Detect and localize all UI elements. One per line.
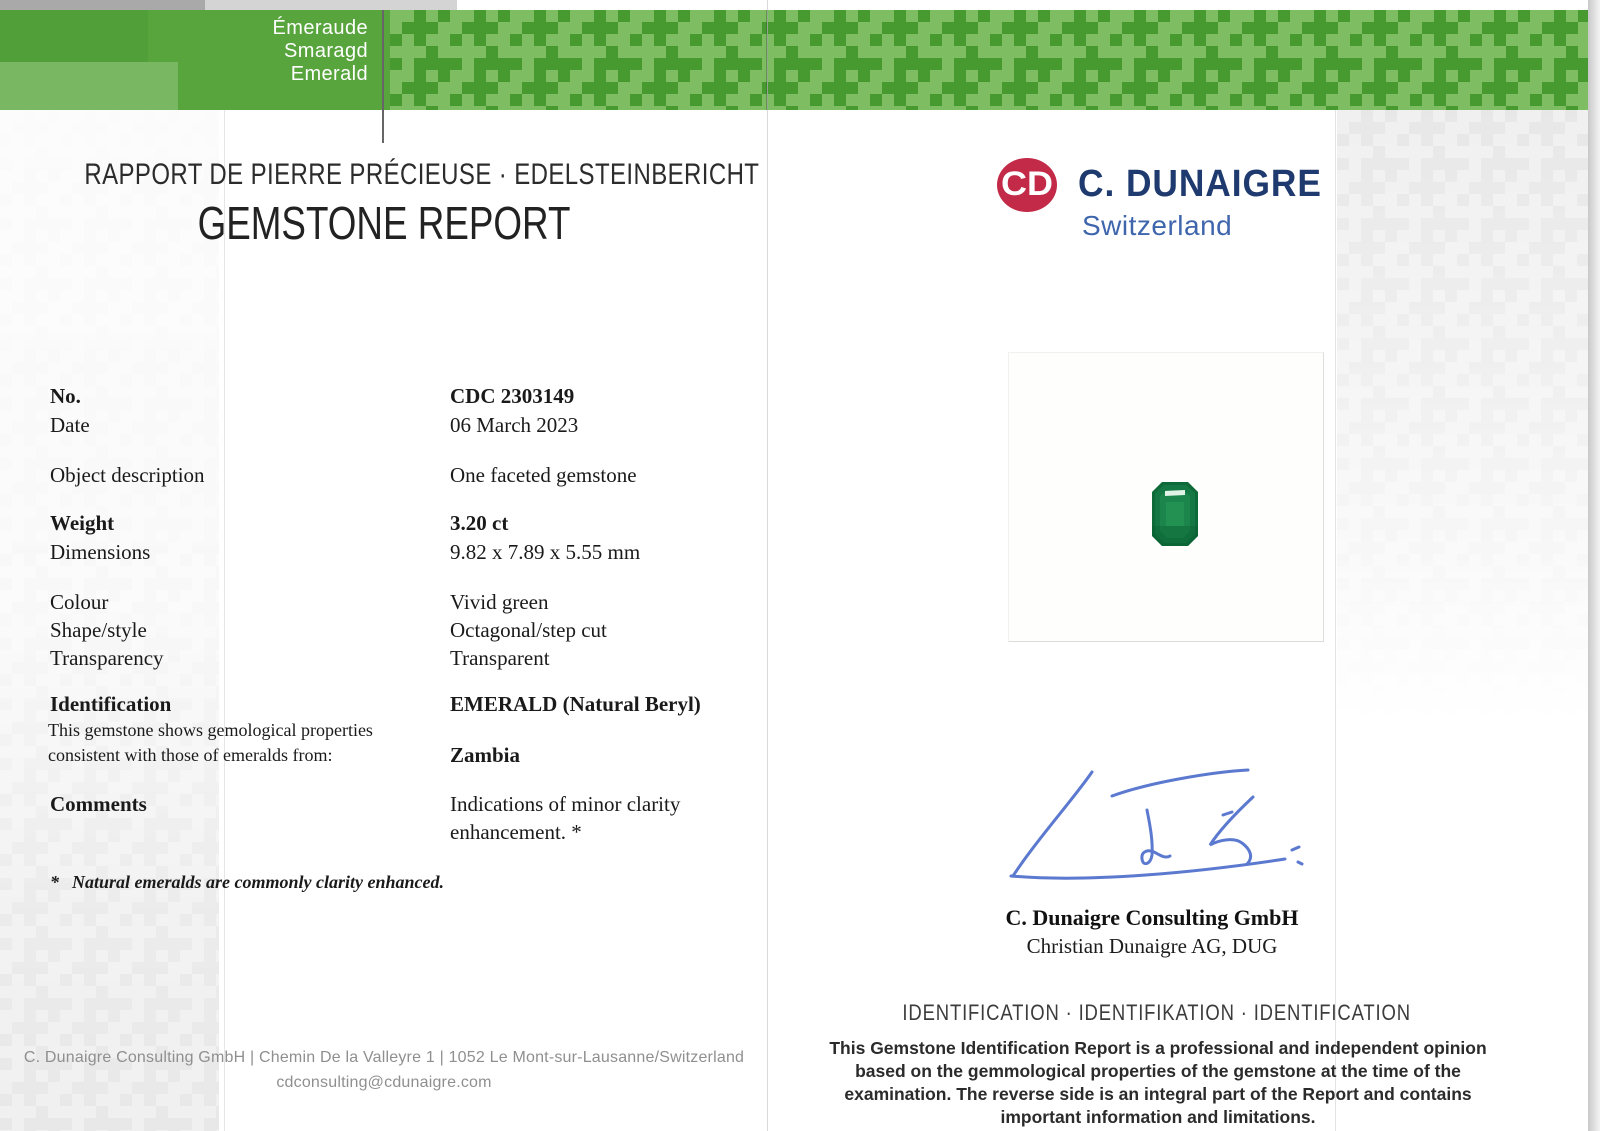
signature-stroke-t [1142,810,1170,864]
language-label-fr: Émeraude [272,17,368,39]
field-value-comments-line2: enhancement. * [450,820,582,844]
signature-dash [1223,812,1232,815]
gem-highlight [1165,490,1185,496]
field-label-transparency: Transparency [50,646,164,670]
field-row-no [0,384,768,414]
origin-value: Zambia [450,743,521,767]
signature-stroke-top [1112,770,1248,796]
language-label-de: Smaragd [284,40,368,62]
field-row-weight [0,511,768,541]
footnote-text: Natural emeralds are commonly clarity enhanced. [72,872,444,892]
field-row-object [0,463,768,493]
footnote-marker: * [50,872,59,892]
field-label-object: Object description [50,463,205,487]
field-value-weight: 3.20 ct [450,511,509,535]
signature-dot [1298,862,1302,864]
gem-table [1166,502,1184,526]
footer-address: C. Dunaigre Consulting GmbH | Chemin De la Valleyre 1 | 1052 Le Mont-sur-Lausanne/Switzerland [23,1049,745,1066]
signature-stroke-k [1210,797,1253,864]
banner-language-labels [150,17,368,86]
svg-text:CD: CD [1000,164,1054,203]
field-label-no: No. [50,384,81,408]
watermark-checker-right [1337,110,1588,810]
language-label-en: Emerald [290,63,368,85]
signatory-company: C. Dunaigre Consulting GmbH [1005,905,1299,930]
report-title-english: GEMSTONE REPORT [197,197,571,249]
identification-strip: IDENTIFICATION · IDENTIFIKATION · IDENTIFICATION [902,1000,1412,1025]
field-row-identification [0,692,768,722]
disclaimer-text: This Gemstone Identification Report is a professional and independent opinion based on the gemmological properties of the gemstone at the time of the examination. The reverse side is an integral part of the Report and contains important information and limitations. [829,1038,1487,1127]
footer-email: cdconsulting@cdunaigre.com [276,1074,492,1091]
identification-note-line2: consistent with those of emeralds from: [48,745,333,765]
field-row-colour [0,590,768,620]
report-title-block [0,158,768,250]
banner-divider-rule [382,10,384,143]
field-row-comments [0,792,768,822]
scan-edge-strip-dark [0,0,205,10]
field-label-date: Date [50,413,90,437]
field-value-object: One faceted gemstone [450,463,637,487]
green-banner-dark-block [0,10,148,62]
signature-tick [1292,847,1299,850]
field-label-dimensions: Dimensions [50,540,151,564]
signature-stroke-c [1013,772,1092,876]
field-value-comments-line1: Indications of minor clarity [450,792,681,816]
field-label-colour: Colour [50,590,109,614]
field-row-date [0,413,768,443]
fold-line-center-band-shadow [766,10,768,110]
identification-note-line1: This gemstone shows gemological properties [48,720,373,740]
report-title-multilingual: RAPPORT DE PIERRE PRÉCIEUSE · EDELSTEINBERICHT [84,158,760,191]
field-row-transparency [0,646,768,676]
signature-ink [995,752,1317,890]
page-right-edge [1588,0,1600,1131]
field-value-shape: Octagonal/step cut [450,618,607,642]
field-value-identification: EMERALD (Natural Beryl) [450,692,701,716]
emerald-photo [1152,482,1198,546]
field-label-weight: Weight [50,511,115,535]
logo-country: Switzerland [1082,210,1233,241]
field-row-shape [0,618,768,648]
fold-line-right [1335,110,1336,1131]
field-label-shape: Shape/style [50,618,147,642]
field-value-dimensions: 9.82 x 7.89 x 5.55 mm [450,540,641,564]
field-label-identification: Identification [50,692,172,716]
green-checker-pattern [390,10,1588,110]
field-value-transparency: Transparent [450,646,550,670]
field-value-no: CDC 2303149 [450,384,575,408]
field-label-comments: Comments [50,792,147,816]
logo-company-name: C. DUNAIGRE [1078,163,1322,205]
field-value-colour: Vivid green [450,590,549,614]
field-row-dimensions [0,540,768,570]
gem-shadow [1152,526,1198,546]
cd-logo-icon [997,157,1057,213]
signatory-name: Christian Dunaigre AG, DUG [1026,934,1278,958]
field-value-date: 06 March 2023 [450,413,579,437]
